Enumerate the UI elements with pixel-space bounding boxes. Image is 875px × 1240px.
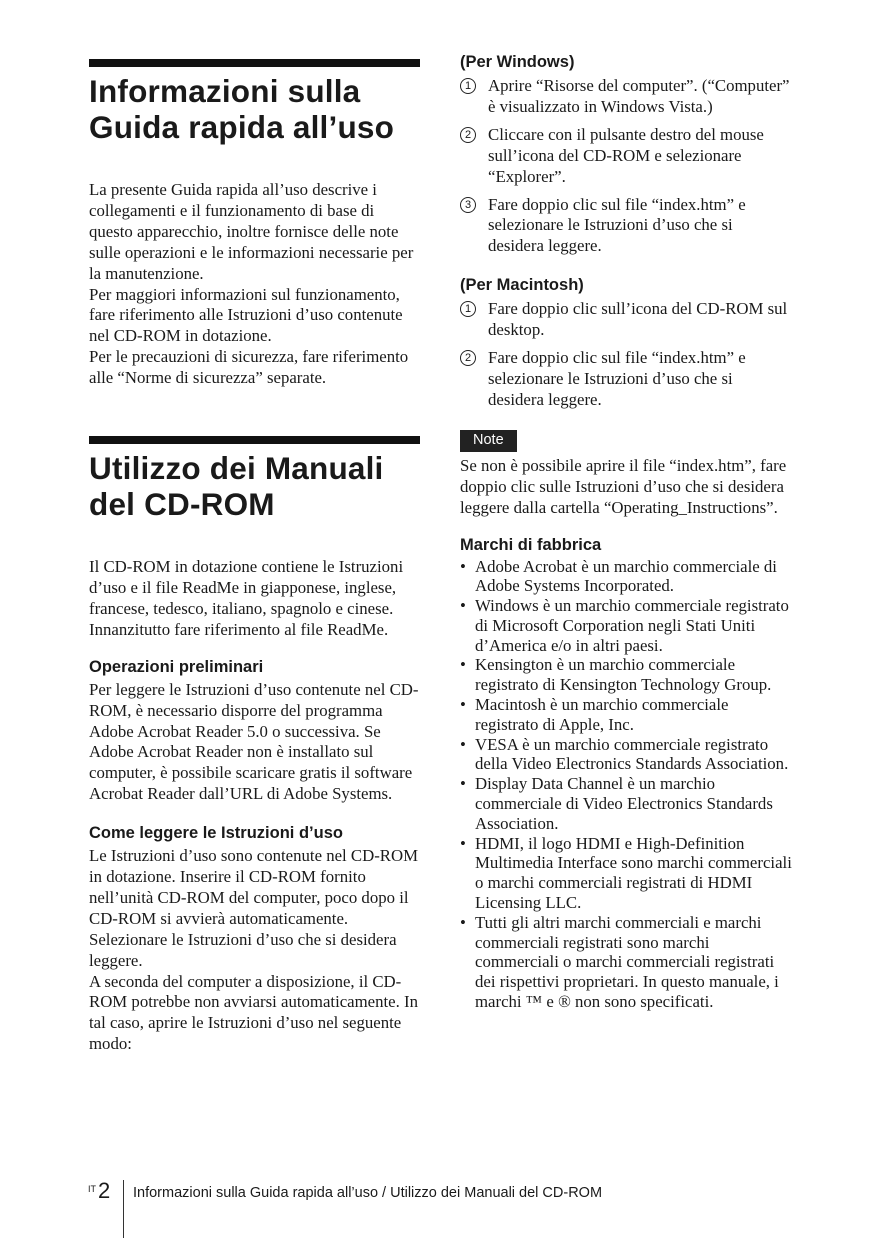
list-item — [460, 913, 792, 1012]
paragraph: Le Istruzioni d’uso sono contenute nel CD-ROM in dotazione. Inserire il CD-ROM fornito nell’unità CD-ROM del computer, poco dopo il CD-ROM si avvierà automaticamente. Selezionare le Istruzioni d’uso che si desidera leggere. — [89, 846, 419, 970]
bullet-icon: • — [460, 912, 466, 932]
bullet-icon: • — [460, 774, 466, 794]
step-number: 3 — [460, 197, 476, 213]
subheading-trademarks: Marchi di fabbrica — [460, 535, 602, 554]
list-item — [460, 348, 792, 411]
list-item — [460, 774, 792, 833]
list-item-text: Kensington è un marchio commerciale registrato di Kensington Technology Group. — [475, 655, 772, 695]
bullet-icon: • — [460, 556, 466, 576]
bullet-icon: • — [460, 734, 466, 754]
footer-divider — [123, 1180, 124, 1238]
list-item — [460, 76, 792, 118]
list-item-text: Adobe Acrobat è un marchio commerciale di Adobe Systems Incorporated. — [475, 556, 777, 596]
mac-steps — [460, 299, 792, 411]
subheading-windows: (Per Windows) — [460, 53, 575, 71]
page-number: 2 — [98, 1178, 111, 1203]
note-text: Se non è possibile aprire il file “index.htm”, fare doppio clic sulle Istruzioni d’uso che si desidera leggere dalla cartella “Operating_Instructions”. — [460, 455, 787, 517]
list-item-text: HDMI, il logo HDMI e High-Definition Multimedia Interface sono marchi commerciali o marchi commerciali registrati di HDMI Licensing LLC. — [475, 833, 792, 913]
step-number: 2 — [460, 350, 476, 366]
paragraph: A seconda del computer a disposizione, il CD-ROM potrebbe non avviarsi automaticamente. In tal caso, aprire le Istruzioni d’uso nel seguente modo: — [89, 971, 419, 1054]
section-title-guide — [89, 73, 420, 145]
step-number: 1 — [460, 78, 476, 94]
note-label: Note — [460, 430, 517, 452]
step-text: Fare doppio clic sul file “index.htm” e selezionare le Istruzioni d’uso che si desidera leggere. — [488, 194, 746, 256]
step-text: Cliccare con il pulsante destro del mouse sull’icona del CD-ROM e selezionare “Explorer”. — [488, 124, 764, 186]
list-item — [460, 596, 792, 655]
list-item-text: Display Data Channel è un marchio commerciale di Video Electronics Standards Association. — [475, 774, 773, 833]
list-item — [460, 735, 792, 775]
bullet-icon: • — [460, 833, 466, 853]
list-item-text: Macintosh è un marchio commerciale registrato di Apple, Inc. — [475, 695, 729, 734]
title-line: del CD-ROM — [89, 486, 275, 523]
windows-steps — [460, 76, 792, 257]
right-column — [460, 52, 792, 1012]
step-text: Fare doppio clic sul file “index.htm” e selezionare le Istruzioni d’uso che si desidera leggere. — [488, 348, 746, 409]
list-item-text: VESA è un marchio commerciale registrato della Video Electronics Standards Association. — [475, 734, 789, 774]
title-line: Utilizzo dei Manuali — [89, 450, 384, 487]
bullet-icon: • — [460, 655, 466, 675]
paragraph: Per maggiori informazioni sul funzionamento, fare riferimento alle Istruzioni d’uso contenute nel CD-ROM in dotazione. — [89, 284, 403, 346]
step-text: Fare doppio clic sull’icona del CD-ROM sul desktop. — [488, 299, 788, 340]
trademark-list — [460, 557, 792, 1012]
list-item — [460, 125, 792, 188]
section-title-manuals — [89, 450, 420, 522]
paragraph: Per le precauzioni di sicurezza, fare riferimento alle “Norme di sicurezza” separate. — [89, 347, 409, 388]
list-item — [460, 834, 792, 913]
step-number: 2 — [460, 127, 476, 143]
list-item — [460, 557, 792, 597]
list-item — [460, 299, 792, 341]
paragraph: Per leggere le Istruzioni d’uso contenute nel CD-ROM, è necessario disporre del programma Adobe Acrobat Reader 5.0 o successiva. Se Adobe Acrobat Reader non è installato sul computer, è possibile scaricare gratis il software Acrobat Reader dall’URL di Adobe Systems. — [89, 679, 419, 804]
subheading-mac: (Per Macintosh) — [460, 276, 584, 295]
left-column — [89, 59, 420, 1055]
footer-language: IT — [88, 1184, 96, 1194]
list-item — [460, 655, 792, 695]
footer-title: Informazioni sulla Guida rapida all’uso / Utilizzo dei Manuali del CD-ROM — [133, 1185, 603, 1201]
bullet-icon: • — [460, 695, 466, 715]
list-item-text: Tutti gli altri marchi commerciali e marchi commerciali registrati sono marchi commerciali o marchi commerciali registrati dei rispettivi proprietari. In questo manuale, i marchi ™ e ® non sono specificati. — [475, 912, 779, 1012]
intro-paragraphs — [89, 180, 420, 389]
step-number: 1 — [460, 301, 476, 317]
paragraph: La presente Guida rapida all’uso descrive i collegamenti e il funzionamento di base di questo apparecchio, inoltre fornisce delle note sulle operazioni e le informazioni necessarie per la manutenzione. — [89, 180, 414, 283]
list-item-text: Windows è un marchio commerciale registrato di Microsoft Corporation negli Stati Uniti d’America e/o in altri paesi. — [475, 596, 789, 655]
bullet-icon: • — [460, 596, 466, 616]
note-block — [460, 430, 792, 519]
subheading-read: Come leggere le Istruzioni d’uso — [89, 824, 343, 843]
subheading-prelim: Operazioni preliminari — [89, 657, 264, 676]
section-rule — [89, 436, 420, 444]
list-item — [460, 195, 792, 258]
paragraph: Il CD-ROM in dotazione contiene le Istruzioni d’uso e il file ReadMe in giapponese, inglese, francese, tedesco, italiano, spagnolo e cinese. Innanzitutto fare riferimento al file ReadMe. — [89, 557, 404, 639]
step-text: Aprire “Risorse del computer”. (“Computer” è visualizzato in Windows Vista.) — [488, 76, 790, 116]
section-rule — [89, 59, 420, 67]
list-item — [460, 695, 792, 735]
title-line: Informazioni sulla — [89, 73, 361, 109]
title-line: Guida rapida all’uso — [89, 109, 395, 145]
